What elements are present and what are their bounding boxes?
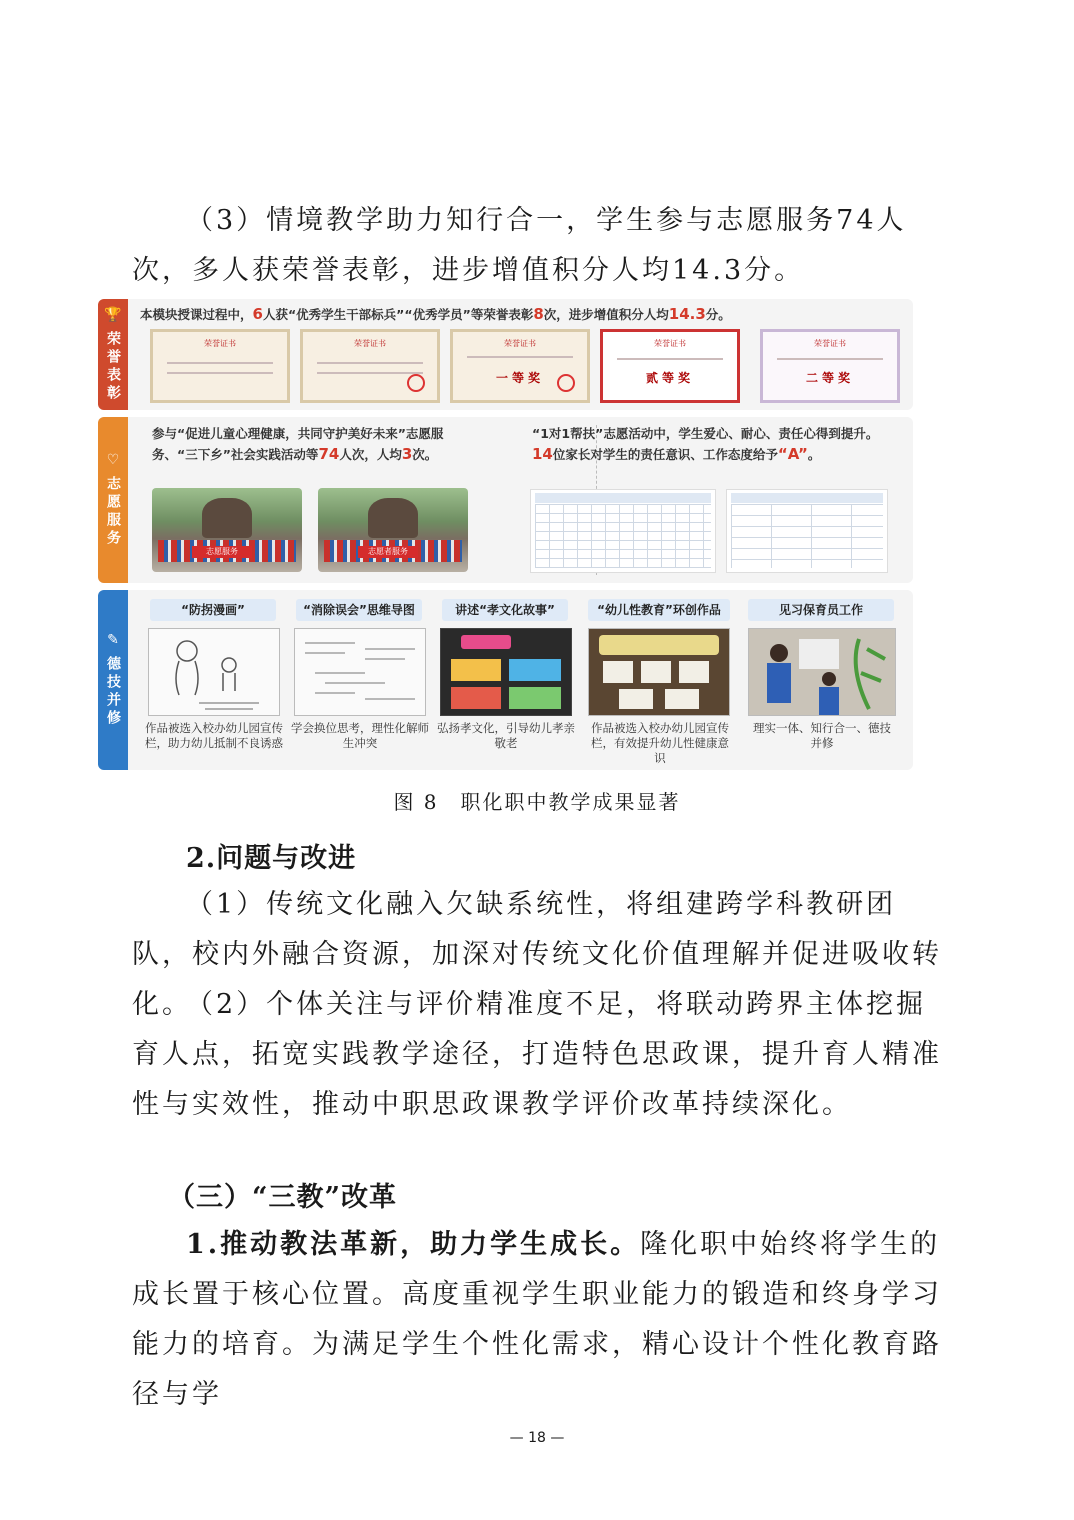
- sex-education-board-image: [588, 628, 730, 716]
- tag-filial-story: 讲述“孝文化故事”: [442, 599, 568, 621]
- caption-comic: 作品被选入校办幼儿园宣传栏，助力幼儿抵制不良诱惑: [145, 721, 283, 750]
- book-icon: ✎: [107, 632, 119, 648]
- tag-anti-abduction-comic: “防拐漫画”: [150, 599, 276, 621]
- parent-evaluation-table-image: [726, 489, 888, 573]
- honor-band-label: 🏆 荣誉表彰: [98, 299, 128, 410]
- paragraph-problem-1: （1）传统文化融入欠缺系统性，将组建跨学科教研团队，校内外融合资源，加深对传统文化价值理解并促进吸收转化。: [132, 889, 942, 1020]
- volunteer-photo: 志愿服务: [152, 488, 302, 572]
- paragraph-situational-teaching: （3）情境教学助力知行合一，学生参与志愿服务74人次，多人获荣誉表彰，进步增值积分人均14.3分。: [132, 205, 907, 286]
- honor-band: [98, 299, 913, 410]
- honor-summary: 本模块授课过程中，6人获“优秀学生干部标兵”“优秀学员”等荣誉表彰8次，进步增值积分人均14.3分。: [140, 305, 731, 323]
- tag-nursery-practice: 见习保育员工作: [748, 599, 894, 621]
- tag-sex-education-work: “幼儿性教育”环创作品: [588, 599, 730, 621]
- certificate-image: 荣誉证书: [300, 329, 440, 403]
- caption-nursery-practice: 理实一体、知行合一、德技并修: [753, 721, 891, 750]
- help-record-table-image: [530, 489, 716, 573]
- morality-skill-band-label: ✎ 德技并修: [98, 590, 128, 770]
- tag-mind-map: “消除误会”思维导图: [296, 599, 422, 621]
- caption-sex-education: 作品被选入校办幼儿园宣传栏，有效提升幼儿性健康意识: [591, 721, 729, 765]
- section-heading-problems: 2.问题与改进: [186, 843, 357, 874]
- page-number: — 18 —: [509, 1430, 565, 1446]
- paragraph-problem-2: （2）个体关注与评价精准度不足，将联动跨界主体挖掘育人点，拓宽实践教学途径，打造特色思政课，提升育人精准性与实效性，推动中职思政课教学评价改革持续深化。: [132, 989, 942, 1120]
- volunteer-right-text: “1对1帮扶”志愿活动中，学生爱心、耐心、责任心得到提升。14位家长对学生的责任意识、工作态度给予“A”。: [532, 426, 879, 463]
- figure-teaching-results: [98, 299, 913, 770]
- caption-filial-story: 弘扬孝文化，引导幼儿孝亲敬老: [437, 721, 575, 750]
- section-heading-three-reforms: （三）“三教”改革: [168, 1182, 398, 1213]
- heart-icon: ♡: [106, 452, 120, 468]
- trophy-icon: 🏆: [104, 306, 122, 323]
- figure-caption: 图 8 职化职中教学成果显著: [393, 790, 681, 814]
- certificate-image: 荣誉证书 二等奖: [760, 329, 900, 403]
- certificate-image: 荣誉证书 一等奖: [450, 329, 590, 403]
- nursery-practice-photo: [748, 628, 896, 716]
- certificate-image: 荣誉证书: [150, 329, 290, 403]
- volunteer-photo: 志愿者服务: [318, 488, 468, 572]
- certificate-image: 荣誉证书 贰等奖: [600, 329, 740, 403]
- filial-story-board-image: [440, 628, 572, 716]
- volunteer-left-text: 参与“促进儿童心理健康，共同守护美好未来”志愿服务、“三下乡”社会实践活动等74人次，人均3次。: [152, 426, 444, 463]
- paragraph-teaching-reform: 1.推动教法革新，助力学生成长。隆化职中始终将学生的成长置于核心位置。高度重视学生职业能力的锻造和终身学习能力的培育。为满足学生个性化需求，精心设计个性化教育路径与学: [132, 1229, 942, 1410]
- mind-map-image: [294, 628, 426, 716]
- caption-mind-map: 学会换位思考，理性化解师生冲突: [291, 721, 429, 750]
- volunteer-band-label: ♡ 志愿服务: [98, 417, 128, 583]
- comic-drawing-image: [148, 628, 280, 716]
